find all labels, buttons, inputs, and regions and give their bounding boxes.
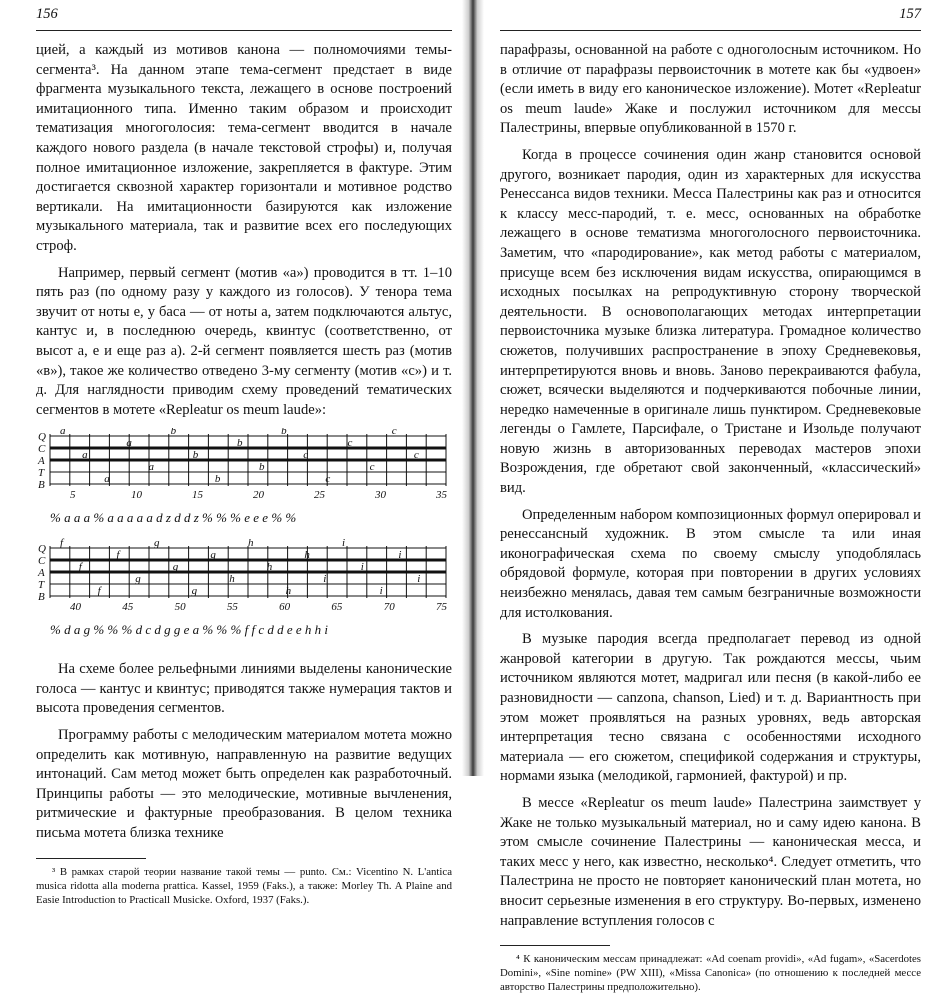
system1-motif-letter: b [214,473,221,486]
system2-motif-letter: f [97,585,101,598]
system1-motif-letter: c [413,449,419,462]
system1-motif-letter: a [60,428,66,438]
motif-scheme-score [36,428,452,646]
system2-bar-number: 65 [331,601,343,614]
system2-motif-letter: h [285,585,292,598]
system1-motif-letter: b [170,428,177,438]
system1-motif-letter: a [82,449,88,462]
system1-bar-number: 25 [314,489,325,502]
system2-voice-label: C [38,555,46,568]
system1-motif-letter: b [259,461,265,474]
system2-motif-letter: g [154,537,160,550]
system2-motif-letter: i [342,537,346,550]
left-paragraph-3: На схеме более рельефными линиями выделены канонические голоса — кантус и квинтус; приводятся также нумерация тактов и высота проведения сегментов. [36,661,452,717]
system2-voice-label: A [38,567,45,580]
system2-motif-letter: h [248,537,254,550]
system2-motif-letter: h [229,573,235,586]
right-paragraph-5: В мессе «Repleatur os meum laude» Палестрина заимствует у Жаке не только музыкальный материал, но и саму идею канона. В этом смысле сочинение Палестрины — каноническая месса, и таких месс у него, как известно, несколько⁴. Следует отметить, что Палестрина не просто не повторяет канонический план мотета, но вносит серьезные изменения в его структуру. Во-первых, изменено направление вступления голосов с [500,794,921,929]
system1-motif-letter: b [281,428,287,438]
system2-motif-letter: g [210,549,216,562]
left-paragraph-2: Например, первый сегмент (мотив «а») проводится в тт. 1–10 пять раз (по одному разу у каждого из голосов). У тенора тема звучит от ноты e, у баса — от ноты a, затем подключаются альтус, кантус и, в последнюю очередь, квинтус (соответственно, от высот a, e и еще раз a). 2-й сегмент появляется шесть раз (мотив «в»), такое же количество отведено 3-му сегменту (мотив «с») и т. д. Для наглядности приводим схему проведений тематических сегментов в мотете «Repleatur os meum laude»: [36,264,452,418]
page-number-left: 156 [36,6,58,22]
system2-motif-letter: f [78,561,82,574]
system1-motif-letter: b [236,437,243,450]
system1-bar-number: 35 [436,489,447,502]
system1-motif-letter: b [192,449,199,462]
header-rule-left [36,30,452,31]
system2-motif-letter: h [304,549,310,562]
system1-bar-number: 20 [253,489,264,502]
system2-motif-letter: i [323,573,327,586]
right-page [478,0,943,994]
footnote-4: ⁴ К каноническим мессам принадлежат: «Ad coenam providi», «Ad fugam», «Sacerdotes Domini», «Sine nomine» (PW XIII), «Missa Canonica» (по отношению к последней мессе авторство Палестрины предположительно). [500,953,921,994]
right-paragraph-1: парафразы, основанной на работе с одноголосным источником. Но в отличие от парафразы первоисточник в мотете как бы «удвоен» (если иметь в виду его каноническое изложение). Мотет «Repleatur os meum laude» Жаке и послужил источником для мессы Палестрины, впервые опубликованной в 1570 г. [500,42,921,137]
system2-motif-letter: i [398,549,402,562]
system1-voice-label: T [38,467,45,480]
left-paragraph-1: цией, а каждый из мотивов канона — полномочиями темы-сегмента³. На данном этапе тема-сегмент предстает в виде фрагмента музыкального текста, лежащего в основе построений имитационного типа. Именно таким образом и происходит тематизация многоголосия: тема-сегмент вводится в начале каждого нового раздела (в начале текстовой строфы) и, получая полное имитационное изложение, закрепляется в фактуре. Этим достигается сквозной характер горизонтали и мотивное родство вертикали. На имитационности базируются как изложение музыкального материала, так и развитие всех его последующих строф. [36,42,452,254]
footnote-separator-left [36,858,146,859]
system1-motif-letter: c [325,473,331,486]
system2-motif-letter: h [266,561,273,574]
system2-bar-number: 70 [383,601,395,614]
system2-bar-number: 45 [122,601,134,614]
system1-motif-letter: c [391,428,397,438]
system1-motif-letter: c [303,449,309,462]
system1-motif-letter: c [369,461,375,474]
system1-motif-letter: c [347,437,353,450]
left-page [0,0,468,906]
system2-text-row: % d a g % % % d c d g g e a % % % f f c d d e e h h i [50,622,328,638]
system2-bar-number: 40 [70,601,81,614]
system1-motif-letter: a [148,461,154,474]
system2-motif-letter: i [417,573,421,586]
system1-voice-label: A [38,455,45,468]
system2-motif-letter: i [360,561,364,574]
page-number-right: 157 [899,6,921,22]
header-rule-right [500,30,921,31]
system2-motif-letter: i [379,585,383,598]
left-paragraph-4: Программу работы с мелодическим материалом мотета можно определить как мотивную, направленную на развитие ведущих интонаций. Сам метод может быть определен как разработочный. Принципы работы — это мелодические, мотивные вычленения, ритмические и фактурные преобразования. В целом техника письма мотета близка технике [36,727,452,842]
footnote-3: ³ В рамках старой теории название такой темы — punto. См.: Vicentino N. L'antica musica ridotta alla moderna prattica. Kassel, 1959 (Faks.), а также: Morley Th. A Plaine and Easie Introduction to Practicall Musicke. Oxford, 1937 (Faks.). [36,865,452,906]
system1-voice-label: Q [38,431,46,444]
system2-motif-letter: g [172,561,179,574]
system1-bar-number: 5 [70,489,76,502]
system1-motif-letter: a [126,437,132,450]
system1-motif-letter: a [104,473,110,486]
footnote-separator-right [500,945,610,946]
system2-voice-label: Q [38,543,46,556]
right-paragraph-2: Когда в процессе сочинения один жанр становится основой другого, возникает пародия, один из характерных для искусства Ренессанса видов техники. Месса Палестрины как раз и относится к классу месс-пародий, т. е. месс, основанных на обработке лежащего в основе тематизма многоголосного первоисточника. Заметим, что «пародирование», как метод работы с материалом, присуще всем без исключения видам искусства, опирающимся в исходных посылках на репродуктивную сторону творческой деятельности. В основополагающих методах интерпретации первоисточника музыке близка литература. Громадное количество сюжетов, получивших распространение в эпоху Средневековья, интерпретируются вновь и вновь. Заново перекраиваются фабула, сюжет, всячески выделяются и подчеркиваются побочные линии, нередко намеченные в оригинале лишь пунктиром. Средневековые легенды о Гамлете, Парсифале, о Тристане и Изольде получают новую жизнь в автоpизованных переводах мастеров эпохи Возрождения, где обретают свой законченный, «классический» вид. [500,146,921,497]
right-paragraph-3: Определенным набором композиционных формул оперировал и ренессансный художник. В этом смысле та или иная иконографическая схема по своему смыслу уподоблялась обрядовой формуле, которая при повторении в других условиях неизбежно менялась, давая тем самым безграничные возможности для истолкования. [500,506,921,621]
score-diagram [36,428,452,646]
system2-bar-number: 75 [436,601,447,614]
right-paragraph-4: В музыке пародия всегда предполагает перевод из одной жанровой категории в другую. Так рождаются мессы, чьим источником являются мотет, мадригал или песня (в какой-либо ее разновидности — canzona, chanson, Lied) и т. д. Вариантность при этом может проявляться на разных уровнях, ведь авторская интерпретация тесно связана с особенностями исходного материала — его сюжетом, спецификой содержания и структуры, нормами языка (мелодикой, гармонией, фактурой) и пр. [500,631,921,785]
system2-bar-number: 55 [226,601,238,614]
system1-voice-label: C [38,443,46,456]
system2-motif-letter: f [60,537,64,550]
system2-voice-label: B [38,591,45,604]
system1-voice-label: B [38,479,45,492]
system1-bar-number: 30 [375,489,386,502]
system2-bar-number: 50 [174,601,186,614]
system2-voice-label: T [38,579,45,592]
system2-motif-letter: f [116,549,120,562]
system1-bar-number: 15 [192,489,203,502]
system1-text-row: % a a a % a a a a a d z d d z % % % e e e % % [50,510,297,526]
system2-motif-letter: g [191,585,198,598]
system1-bar-number: 10 [131,489,142,502]
system2-bar-number: 60 [279,601,291,614]
system2-motif-letter: g [135,573,141,586]
